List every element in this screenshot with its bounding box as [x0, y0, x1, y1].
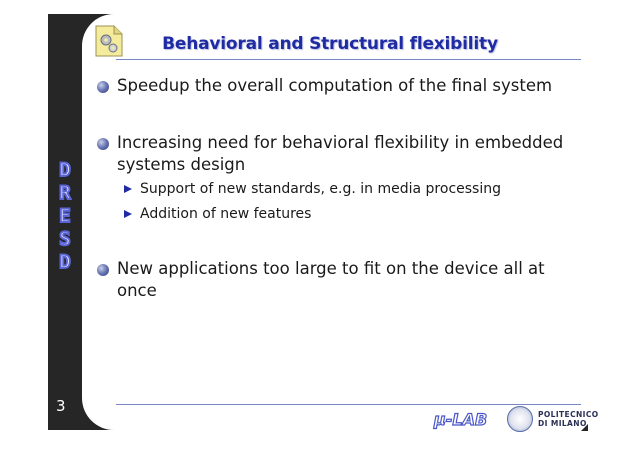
footer-divider [116, 404, 581, 405]
bullet-text: New applications too large to fit on the device all at [117, 259, 545, 278]
sub-bullet-arrow-icon [124, 210, 132, 218]
mu-lab-logo-text: μ-LAB [434, 410, 488, 429]
bullet-text: Increasing need for behavioral flexibility in embedded [117, 133, 564, 152]
sidebar-wordmark [52, 160, 78, 275]
sidebar-letter: E [59, 205, 71, 227]
corner-bottom-right [581, 424, 588, 431]
page-number: 3 [56, 397, 66, 415]
bullet-icon [97, 138, 109, 150]
sidebar-letter: D [59, 159, 71, 181]
document-gear-icon [94, 24, 124, 58]
university-seal-icon [507, 406, 533, 432]
sub-bullet-arrow-icon [124, 185, 132, 193]
bullet-text: once [117, 281, 157, 300]
sub-bullet-text: Support of new standards, e.g. in media processing [140, 181, 501, 197]
sidebar-letter: S [59, 228, 71, 250]
bullet-icon [97, 264, 109, 276]
institution-name [538, 410, 599, 428]
bullet-text: Speedup the overall computation of the final system [117, 76, 553, 95]
institution-line-1: POLITECNICO [538, 410, 599, 419]
bullet-icon [97, 81, 109, 93]
sub-bullet-text: Addition of new features [140, 206, 312, 222]
slide-title: Behavioral and Structural flexibility [162, 34, 498, 54]
sidebar-letter: R [59, 182, 71, 204]
mu-lab-logo [432, 408, 504, 430]
bullet-text: systems design [117, 155, 246, 174]
title-divider [116, 59, 581, 60]
institution-line-2: DI MILANO [538, 419, 587, 428]
sidebar-letter: D [59, 251, 71, 273]
